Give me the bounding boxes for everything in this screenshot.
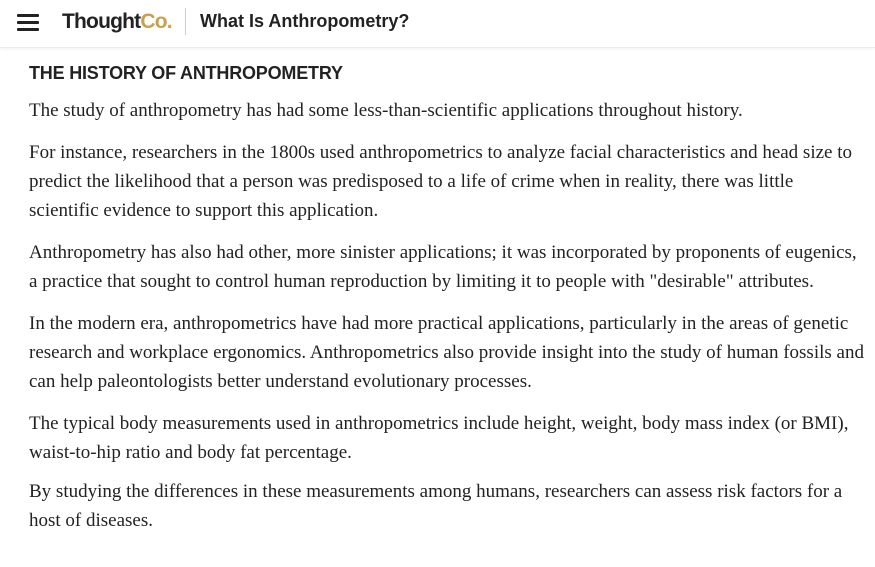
menu-bar-middle — [17, 21, 39, 24]
article-paragraph: The typical body measurements used in anthropometrics include height, weight, body mass index (or BMI), waist-to-hip ratio and body fat percentage. — [29, 413, 849, 463]
menu-bar-bottom — [17, 28, 39, 31]
site-header — [0, 0, 875, 48]
article-paragraph: In the modern era, anthropometrics have had more practical applications, particularly in the areas of genetic research and workplace ergonomics. Anthropometrics also provide insight into the study of human fossils and can help paleontologists better understand evolutionary processes. — [29, 313, 864, 392]
menu-bar-top — [17, 14, 39, 17]
logo-text-co: Co. — [140, 10, 172, 33]
article-body — [29, 58, 867, 535]
page-title: What Is Anthropometry? — [200, 11, 410, 31]
article-paragraph: By studying the differences in these measurements among humans, researchers can assess risk factors for a host of diseases. — [29, 481, 843, 531]
article-paragraph: Anthropometry has also had other, more sinister applications; it was incorporated by proponents of eugenics, a practice that sought to control human reproduction by limiting it to people with "desirable" attributes. — [29, 242, 857, 292]
article-paragraph: The study of anthropometry has had some less-than-scientific applications throughout history. — [29, 100, 743, 121]
header-divider — [185, 8, 186, 35]
hamburger-menu-icon[interactable] — [14, 10, 42, 34]
section-heading: THE HISTORY OF ANTHROPOMETRY — [29, 63, 343, 83]
logo-text-thought: Thought — [62, 10, 141, 33]
site-logo[interactable] — [62, 9, 172, 35]
article-paragraph: For instance, researchers in the 1800s used anthropometrics to analyze facial characteristics and head size to predict the likelihood that a person was predisposed to a life of crime when in reality, there was little scientific evidence to support this application. — [29, 142, 853, 221]
